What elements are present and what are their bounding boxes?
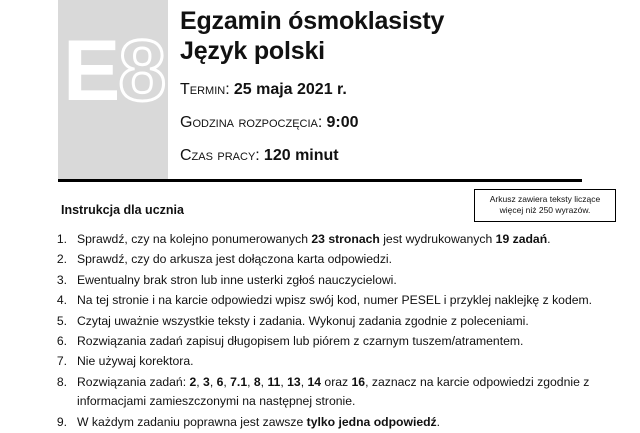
instructions-list [40, 230, 600, 433]
instruction-text: Czytaj uważnie wszystkie teksty i zadania. Wykonuj zadania zgodnie z poleceniami. [77, 313, 529, 328]
instruction-text: Sprawdź, czy na kolejno ponumerowanych 23 stronach jest wydrukowanych 19 zadań. [77, 232, 551, 246]
instruction-number: 6. [56, 334, 67, 349]
instruction-text: Na tej stronie i na karcie odpowiedzi wpisz swój kod, numer PESEL i przyklej naklejkę z kodem. [77, 293, 593, 308]
word-count-note-line2: więcej niż 250 wyrazów. [499, 205, 591, 215]
exam-title-area [180, 6, 580, 165]
instruction-number: 9. [56, 414, 67, 429]
exam-duration-value: 120 minut [263, 147, 339, 164]
instruction-number: 2. [56, 252, 67, 267]
instruction-text: Rozwiązania zadań zapisuj długopisem lub piórem z czarnym tuszem/atramentem. [77, 334, 524, 349]
instruction-item [40, 230, 600, 249]
page-title: Egzamin ósmoklasisty [180, 7, 445, 35]
instruction-item [40, 413, 600, 432]
exam-date-label: Termin: [180, 81, 230, 98]
exam-start-value: 9:00 [326, 114, 359, 131]
instruction-number: 1. [56, 232, 67, 246]
exam-date-row [180, 80, 580, 99]
instruction-item [40, 312, 600, 331]
exam-duration-row [180, 146, 580, 165]
instruction-item [40, 352, 600, 371]
instruction-text: Ewentualny brak stron lub inne usterki zgłoś nauczycielowi. [77, 272, 397, 287]
word-count-note-line1: Arkusz zawiera teksty liczące [489, 194, 601, 204]
logo-text [63, 23, 165, 119]
instruction-text: Rozwiązania zadań: 2, 3, 6, 7.1, 8, 11, 13, 14 oraz 16, zaznacz na karcie odpowiedzi zgodnie z informacjami zamieszczonymi na następnej stronie. [77, 374, 590, 409]
instruction-number: 3. [56, 272, 67, 287]
instruction-text: Nie używaj korektora. [77, 354, 194, 369]
exam-duration-label: Czas pracy: [180, 147, 260, 164]
logo-letter: E [63, 23, 119, 119]
exam-start-row [180, 113, 580, 132]
instruction-item [40, 291, 600, 310]
instructions-title: Instrukcja dla ucznia [61, 203, 184, 217]
exam-logo [58, 0, 168, 179]
instruction-item [40, 373, 600, 412]
exam-start-label: Godzina rozpoczęcia: [180, 114, 323, 131]
logo-digit: 8 [118, 23, 165, 119]
instruction-number: 4. [56, 293, 67, 308]
instruction-item [40, 271, 600, 290]
instruction-text: W każdym zadaniu poprawna jest zawsze tylko jedna odpowiedź. [77, 414, 441, 429]
exam-subject: Język polski [180, 37, 325, 65]
instruction-item [40, 332, 600, 351]
instruction-number: 5. [56, 313, 67, 328]
word-count-note [474, 189, 616, 222]
instruction-number: 8. [56, 374, 67, 389]
instruction-item [40, 250, 600, 269]
instruction-text: Sprawdź, czy do arkusza jest dołączona karta odpowiedzi. [77, 252, 393, 267]
exam-date-value: 25 maja 2021 r. [233, 81, 347, 98]
exam-header [58, 0, 582, 182]
instruction-number: 7. [56, 354, 67, 369]
